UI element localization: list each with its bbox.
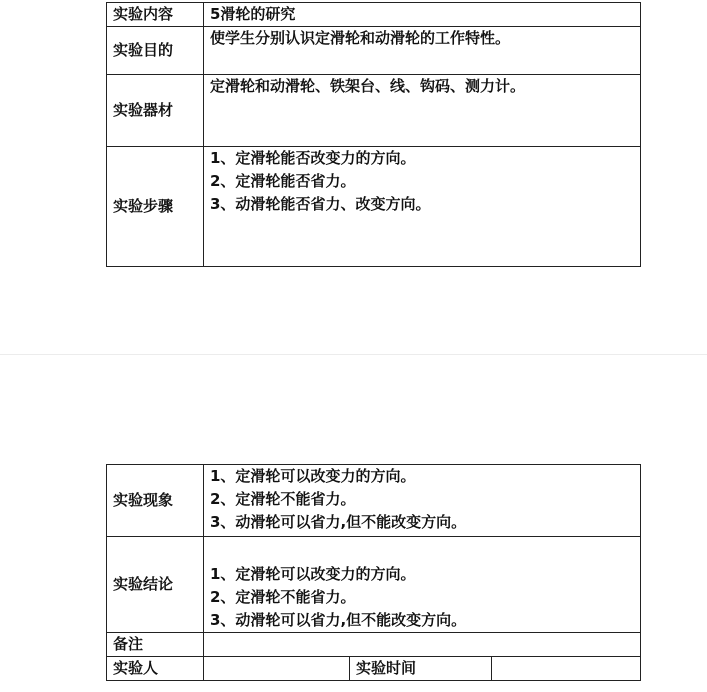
step-item: 3、动滑轮能否省力、改变方向。 [210,195,431,213]
materials-value: 定滑轮和动滑轮、铁架台、线、钩码、测力计。 [204,75,641,147]
purpose-row [107,27,641,75]
time-value [492,657,641,681]
conclusion-item: 3、动滑轮可以省力,但不能改变方向。 [210,611,467,629]
phenomenon-row [107,465,641,537]
remarks-value [204,633,641,657]
phenomenon-item: 1、定滑轮可以改变力的方向。 [210,467,416,485]
content-label: 实验内容 [107,3,204,27]
phenomenon-item: 3、动滑轮可以省力,但不能改变方向。 [210,513,467,531]
phenomenon-item: 2、定滑轮不能省力。 [210,490,356,508]
remarks-label: 备注 [107,633,204,657]
phenomenon-list [204,465,641,537]
content-row [107,3,641,27]
content-value: 5滑轮的研究 [204,3,641,27]
step-item: 1、定滑轮能否改变力的方向。 [210,149,416,167]
page-separator [0,354,707,355]
conclusion-item: 1、定滑轮可以改变力的方向。 [210,565,416,583]
experiment-record-table-bottom [106,464,641,681]
step-item: 2、定滑轮能否省力。 [210,172,356,190]
remarks-row [107,633,641,657]
time-label: 实验时间 [350,657,492,681]
steps-label: 实验步骤 [107,147,204,267]
purpose-label: 实验目的 [107,27,204,75]
signature-row [107,657,641,681]
steps-list [204,147,641,267]
steps-row [107,147,641,267]
conclusion-list [204,537,641,633]
purpose-value: 使学生分别认识定滑轮和动滑轮的工作特性。 [204,27,641,75]
conclusion-label: 实验结论 [107,537,204,633]
conclusion-row [107,537,641,633]
materials-label: 实验器材 [107,75,204,147]
experiment-record-table-top [106,2,641,267]
phenomenon-label: 实验现象 [107,465,204,537]
experimenter-value [204,657,350,681]
experimenter-label: 实验人 [107,657,204,681]
conclusion-item: 2、定滑轮不能省力。 [210,588,356,606]
materials-row [107,75,641,147]
